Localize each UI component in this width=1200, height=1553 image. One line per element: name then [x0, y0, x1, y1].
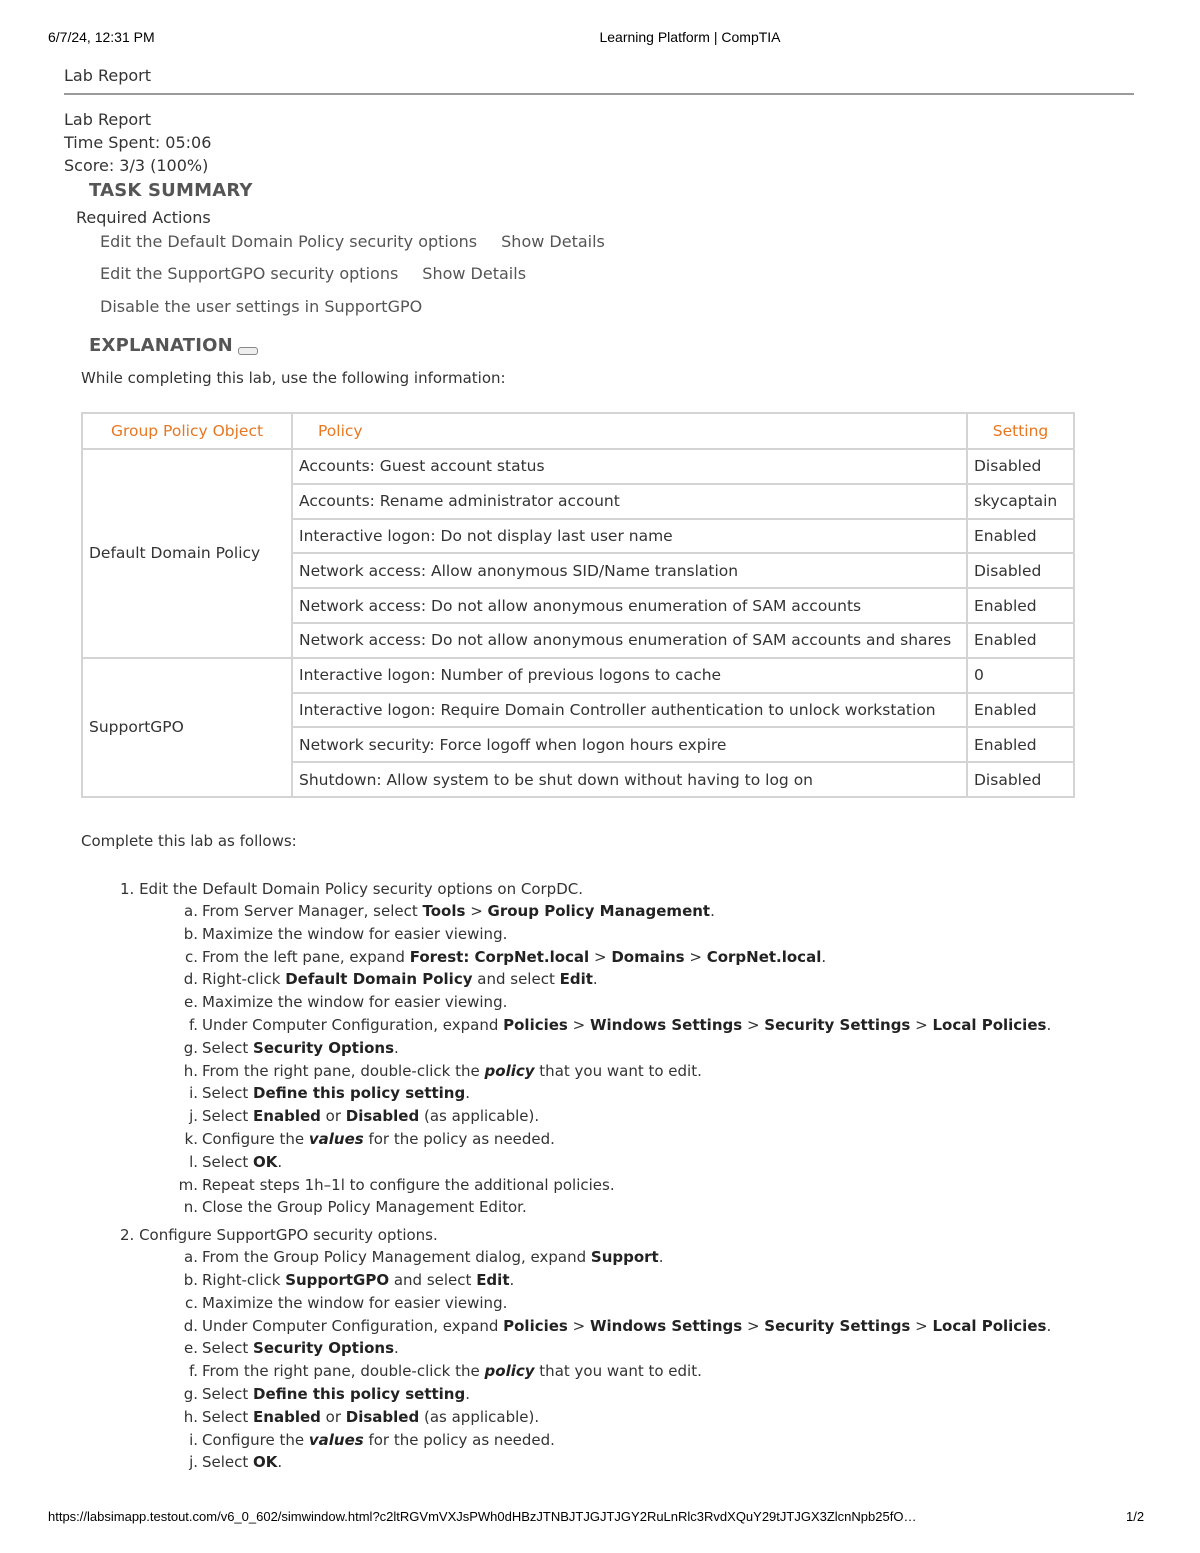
policy-cell: Interactive logon: Require Domain Controller authentication to unlock workstation — [292, 693, 967, 728]
setting-cell: 0 — [967, 658, 1074, 693]
setting-cell: Enabled — [967, 623, 1074, 658]
setting-cell: Enabled — [967, 519, 1074, 554]
substep-item — [120, 1383, 1051, 1406]
substep-letter: i. — [189, 1084, 198, 1103]
setting-cell: Disabled — [967, 449, 1074, 484]
table-header-row — [82, 413, 1074, 449]
collapse-toggle-icon[interactable] — [238, 347, 258, 355]
substep-item — [120, 1105, 1051, 1128]
substep-item — [120, 1360, 1051, 1383]
page-label: Lab Report — [64, 66, 151, 85]
explanation-heading — [89, 335, 258, 356]
setting-cell: Disabled — [967, 553, 1074, 588]
substep-text: Repeat steps 1h–1l to configure the additional policies. — [202, 1175, 615, 1194]
substep-item — [120, 1246, 1051, 1269]
substep-item — [120, 1337, 1051, 1360]
policy-cell: Shutdown: Allow system to be shut down without having to log on — [292, 762, 967, 797]
substep-text: From Server Manager, select Tools > Group Policy Management. — [202, 902, 715, 920]
substep-letter: c. — [184, 1293, 198, 1312]
substep-item — [120, 1174, 1051, 1197]
substep-item — [120, 1292, 1051, 1315]
substep-text: Right-click Default Domain Policy and select Edit. — [202, 970, 598, 989]
substep-text: Under Computer Configuration, expand Policies > Windows Settings > Security Settings > Local Policies. — [202, 1316, 1052, 1335]
print-datetime: 6/7/24, 12:31 PM — [48, 29, 155, 45]
substep-item — [120, 1014, 1051, 1037]
substep-text: Select OK. — [202, 1453, 283, 1472]
substep-letter: m. — [178, 1175, 198, 1194]
substep-text: Select Security Options. — [202, 1038, 399, 1057]
policy-cell: Accounts: Rename administrator account — [292, 484, 967, 519]
substep-letter: j. — [189, 1107, 198, 1126]
substep-text: Select Enabled or Disabled (as applicable). — [202, 1407, 540, 1426]
substep-letter: b. — [183, 924, 198, 943]
substep-text: Under Computer Configuration, expand Policies > Windows Settings > Security Settings > Local Policies. — [202, 1015, 1052, 1034]
task-summary-heading: TASK SUMMARY — [89, 180, 253, 201]
substep-text: Select Define this policy setting. — [202, 1084, 471, 1103]
substep-text: Maximize the window for easier viewing. — [202, 993, 508, 1012]
substep-letter: l. — [189, 1152, 198, 1171]
substep-letter: i. — [189, 1430, 198, 1449]
substep-item — [120, 946, 1051, 969]
show-details-link[interactable]: Show Details — [422, 264, 527, 283]
substep-list — [120, 1246, 1051, 1474]
substep-item — [120, 1060, 1051, 1083]
substep-letter: e. — [184, 993, 198, 1012]
policy-cell: Interactive logon: Number of previous logons to cache — [292, 658, 967, 693]
substep-text: Maximize the window for easier viewing. — [202, 924, 508, 943]
policy-cell: Network access: Do not allow anonymous enumeration of SAM accounts — [292, 588, 967, 623]
column-header-policy: Policy — [292, 413, 967, 449]
substep-text: Select Security Options. — [202, 1339, 399, 1358]
table-row — [82, 658, 1074, 693]
policy-cell: Network access: Allow anonymous SID/Name translation — [292, 553, 967, 588]
setting-cell: Disabled — [967, 762, 1074, 797]
print-footer — [0, 1509, 1200, 1527]
steps-list — [120, 878, 1051, 1474]
table-row — [82, 449, 1074, 484]
print-url: https://labsimapp.testout.com/v6_0_602/simwindow.html?c2ltRGVmVXJsPWh0dHBzJTNBJTJGJTJGY2RuLnRlc3RvdXQuY29tJTJGX3ZlcnNpb25fO… — [48, 1509, 917, 1524]
substep-letter: d. — [183, 970, 198, 989]
show-details-link[interactable]: Show Details — [501, 232, 605, 251]
substep-text: Configure the values for the policy as needed. — [202, 1129, 555, 1148]
substep-letter: b. — [183, 1270, 198, 1289]
substep-list — [120, 900, 1051, 1219]
substep-letter: h. — [183, 1407, 198, 1426]
policy-cell: Accounts: Guest account status — [292, 449, 967, 484]
substep-item — [120, 1196, 1051, 1219]
column-header-setting: Setting — [967, 413, 1074, 449]
substep-text: Configure the values for the policy as needed. — [202, 1430, 555, 1449]
print-page-number: 1/2 — [1126, 1509, 1145, 1524]
substep-item — [120, 1269, 1051, 1292]
substep-text: From the Group Policy Management dialog, expand Support. — [202, 1248, 664, 1267]
substep-item — [120, 1406, 1051, 1429]
report-meta — [64, 108, 211, 177]
substep-text: Maximize the window for easier viewing. — [202, 1293, 508, 1312]
substep-letter: f. — [189, 1015, 198, 1034]
required-actions-label: Required Actions — [76, 208, 211, 227]
policy-cell: Network access: Do not allow anonymous enumeration of SAM accounts and shares — [292, 623, 967, 658]
substep-text: From the right pane, double-click the policy that you want to edit. — [202, 1362, 702, 1381]
complete-intro: Complete this lab as follows: — [81, 832, 297, 850]
substep-text: Select OK. — [202, 1152, 283, 1171]
substep-letter: a. — [184, 1248, 198, 1267]
required-action-text: Edit the Default Domain Policy security options — [100, 232, 478, 251]
setting-cell: Enabled — [967, 727, 1074, 762]
divider — [64, 93, 1134, 95]
substep-item — [120, 1151, 1051, 1174]
column-header-gpo: Group Policy Object — [82, 413, 292, 449]
substep-letter: h. — [183, 1061, 198, 1080]
substep-text: Right-click SupportGPO and select Edit. — [202, 1270, 515, 1289]
substep-text: From the right pane, double-click the policy that you want to edit. — [202, 1061, 702, 1080]
policy-cell: Network security: Force logoff when logon hours expire — [292, 727, 967, 762]
print-page-title: Learning Platform | CompTIA — [599, 29, 781, 45]
time-spent: Time Spent: 05:06 — [64, 133, 212, 152]
substep-letter: g. — [183, 1038, 198, 1057]
setting-cell: Enabled — [967, 588, 1074, 623]
explanation-intro: While completing this lab, use the following information: — [81, 369, 506, 387]
required-action-2 — [100, 264, 526, 283]
policy-cell: Interactive logon: Do not display last user name — [292, 519, 967, 554]
substep-letter: k. — [184, 1129, 198, 1148]
setting-cell: Enabled — [967, 693, 1074, 728]
substep-item — [120, 1082, 1051, 1105]
step-item — [120, 1224, 1051, 1474]
substep-letter: e. — [184, 1339, 198, 1358]
substep-letter: n. — [183, 1198, 198, 1217]
gpo-cell: SupportGPO — [82, 658, 292, 797]
substep-item — [120, 1128, 1051, 1151]
setting-cell: skycaptain — [967, 484, 1074, 519]
step-text: 2. Configure SupportGPO security options. — [120, 1226, 438, 1245]
substep-letter: j. — [189, 1453, 198, 1472]
substep-item — [120, 968, 1051, 991]
substep-letter: g. — [183, 1384, 198, 1403]
policy-table — [81, 412, 1075, 798]
print-header — [0, 29, 1200, 47]
substep-item — [120, 923, 1051, 946]
substep-item — [120, 1451, 1051, 1474]
required-action-text: Edit the SupportGPO security options — [100, 264, 399, 283]
substep-text: Select Enabled or Disabled (as applicable). — [202, 1107, 540, 1126]
step-text: 1. Edit the Default Domain Policy security options on CorpDC. — [120, 880, 584, 898]
substep-item — [120, 991, 1051, 1014]
substep-item — [120, 900, 1051, 923]
substep-text: Close the Group Policy Management Editor. — [202, 1198, 527, 1217]
required-action-3 — [100, 297, 422, 316]
gpo-cell: Default Domain Policy — [82, 449, 292, 658]
substep-text: Select Define this policy setting. — [202, 1384, 471, 1403]
substep-text: From the left pane, expand Forest: CorpNet.local > Domains > CorpNet.local. — [202, 947, 827, 966]
step-item — [120, 878, 1051, 1219]
required-action-1 — [100, 232, 605, 251]
substep-letter: c. — [184, 947, 198, 966]
substep-letter: a. — [184, 902, 198, 920]
substep-item — [120, 1429, 1051, 1452]
substep-item — [120, 1037, 1051, 1060]
report-title: Lab Report — [64, 110, 151, 129]
substep-item — [120, 1315, 1051, 1338]
score: Score: 3/3 (100%) — [64, 156, 209, 175]
substep-letter: f. — [189, 1362, 198, 1381]
explanation-heading-text: EXPLANATION — [89, 335, 233, 356]
substep-letter: d. — [183, 1316, 198, 1335]
required-action-text: Disable the user settings in SupportGPO — [100, 297, 423, 316]
